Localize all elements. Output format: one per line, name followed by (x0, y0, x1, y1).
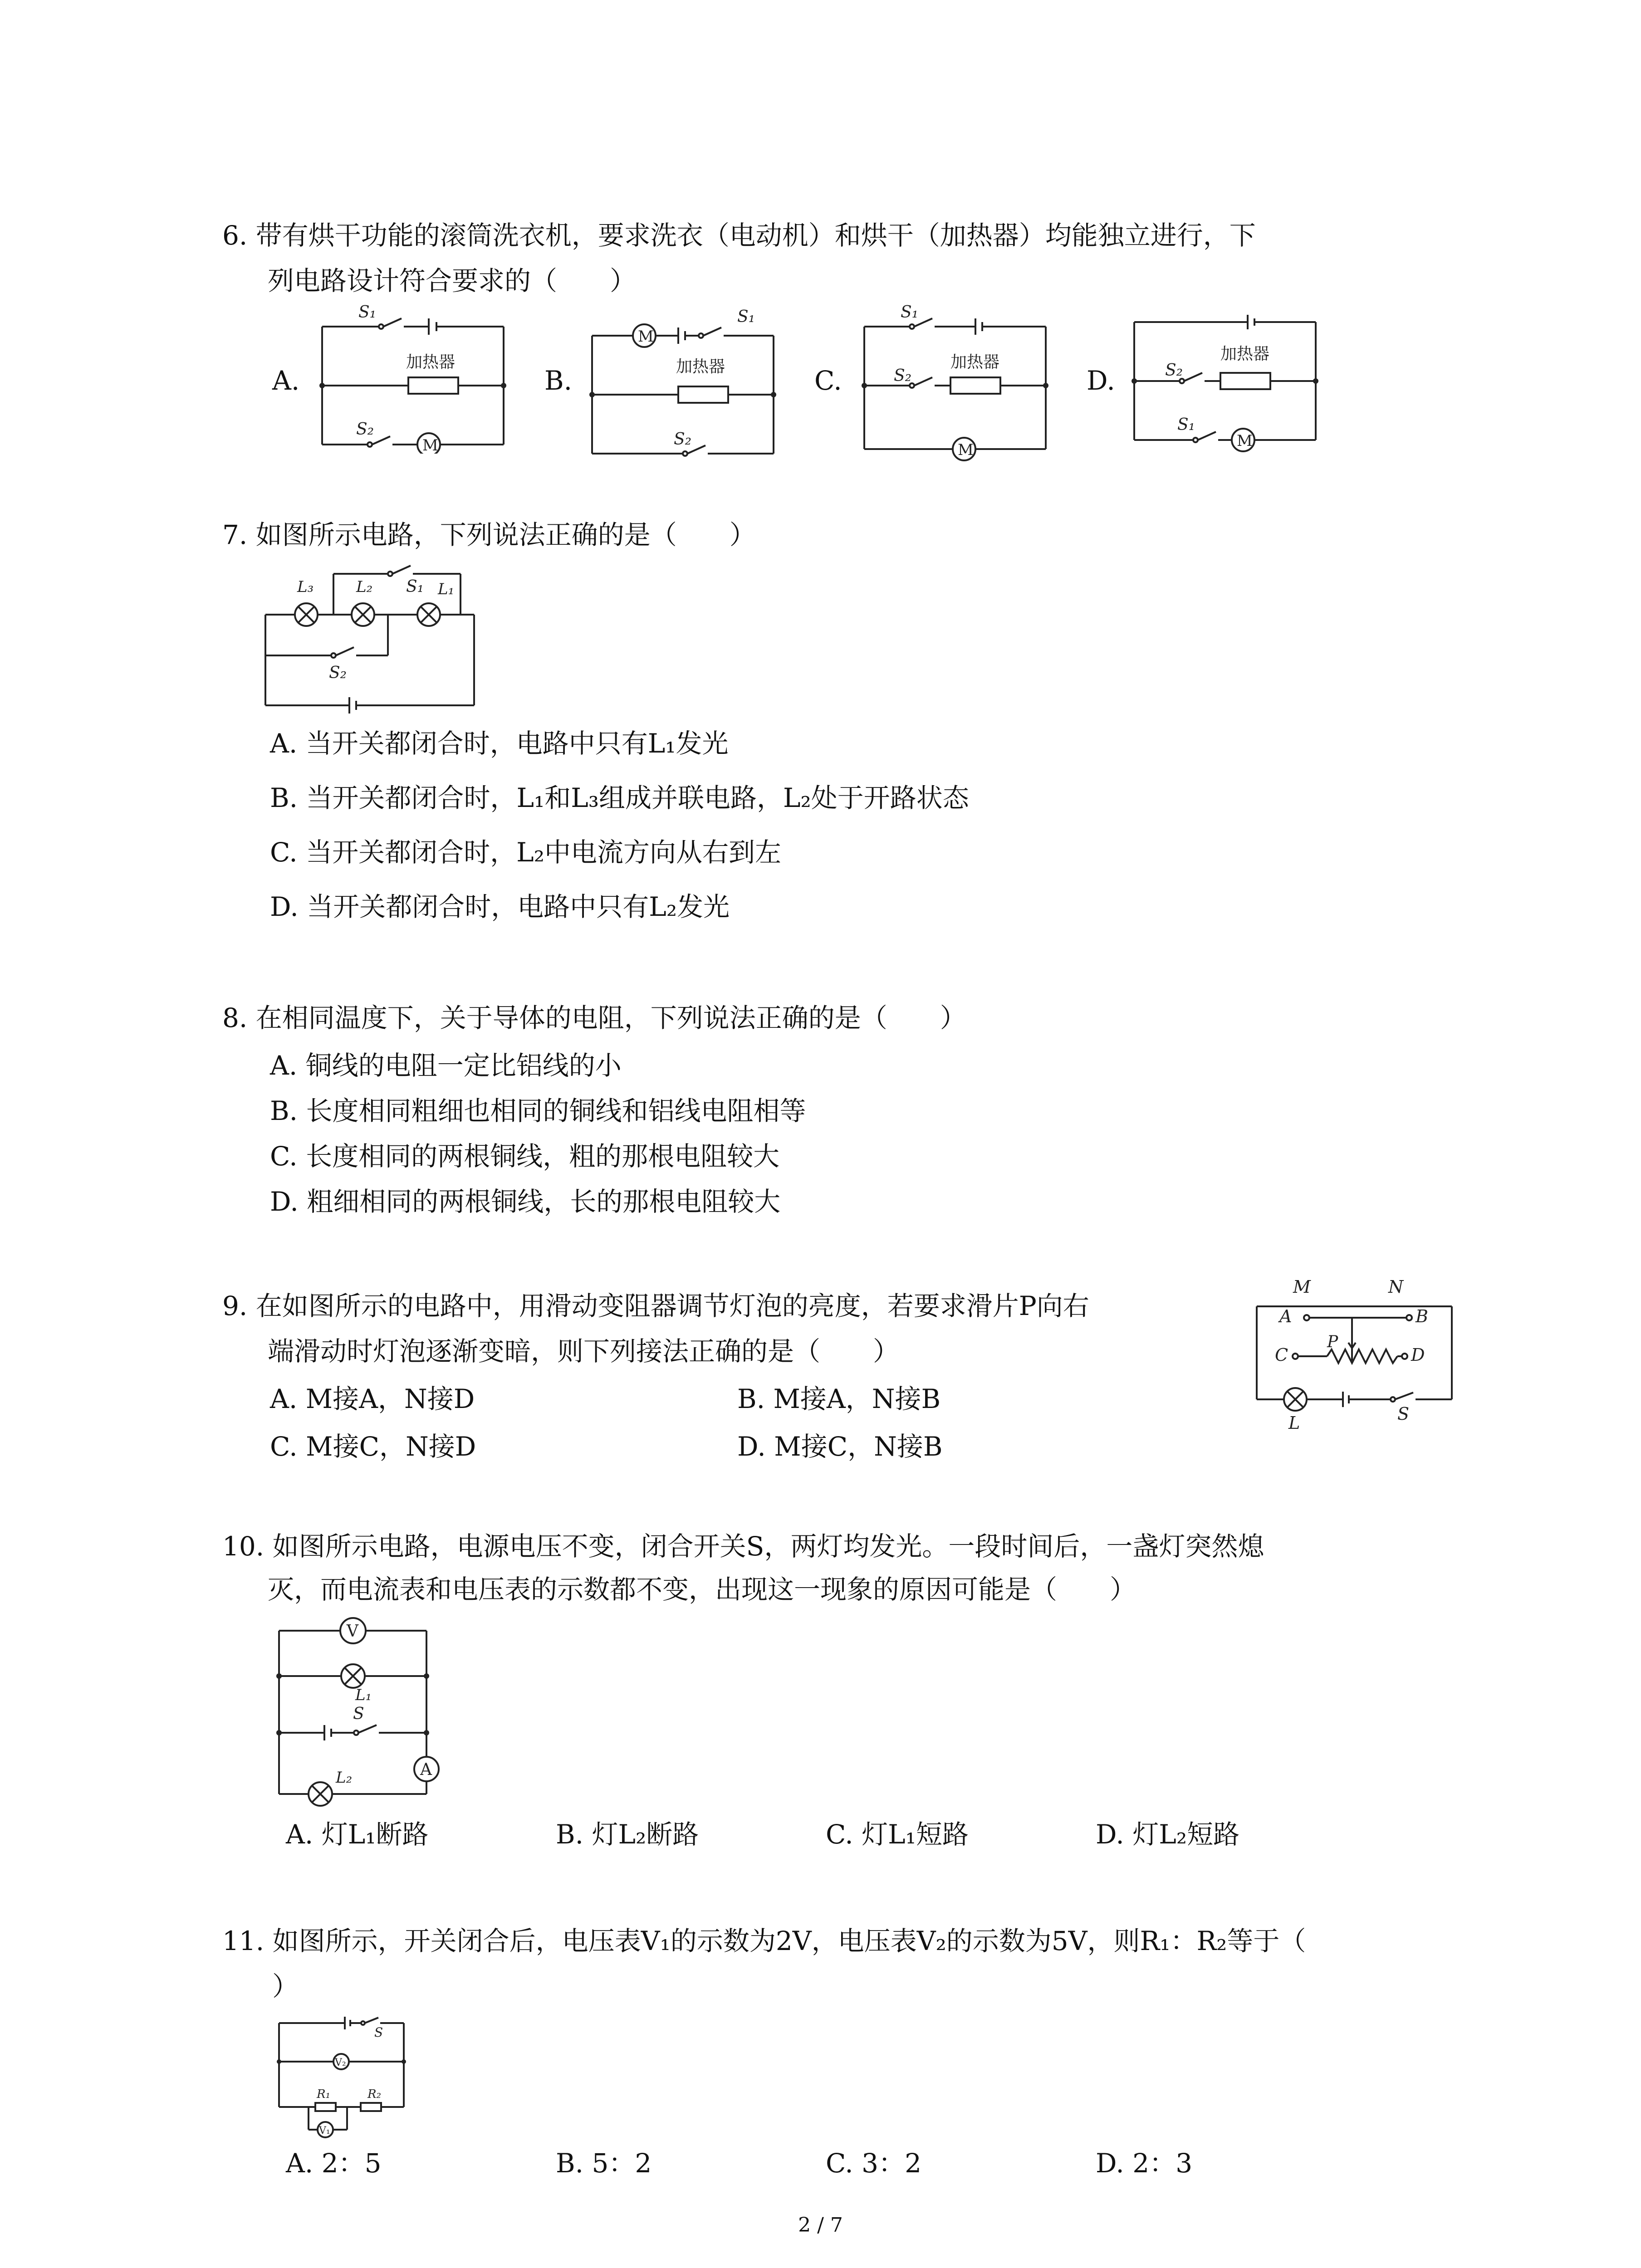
svg-text:R₁: R₁ (317, 2087, 330, 2101)
svg-text:V: V (347, 1622, 358, 1641)
q6-circuit-c (860, 299, 1059, 463)
q9-option-a: A. M接A，N接D (270, 1383, 475, 1414)
q11-circuit (272, 2009, 417, 2141)
svg-text:A: A (1279, 1306, 1292, 1326)
svg-text:L₃: L₃ (297, 578, 314, 596)
svg-text:V₁: V₁ (319, 2125, 330, 2136)
svg-text:S₁: S₁ (901, 303, 919, 322)
q6a-s1-label: S₁ (358, 303, 377, 322)
svg-text:S₂: S₂ (1165, 361, 1183, 380)
svg-text:加热器: 加热器 (950, 353, 1000, 371)
q9-option-c: C. M接C，N接D (270, 1431, 476, 1462)
svg-text:R₂: R₂ (367, 2087, 381, 2101)
svg-text:S₁: S₁ (406, 577, 424, 596)
svg-text:M: M (638, 327, 654, 346)
q10-option-d: D. 灯L₂短路 (1096, 1819, 1240, 1850)
q8-stem: 8. 在相同温度下，关于导体的电阻，下列说法正确的是（ ） (222, 1002, 966, 1033)
q11-option-b: B. 5：2 (556, 2148, 652, 2179)
svg-text:L₂: L₂ (356, 578, 373, 596)
q10-option-a: A. 灯L₁断路 (286, 1819, 429, 1850)
q7-option-c: C. 当开关都闭合时，L₂中电流方向从右到左 (270, 837, 781, 868)
svg-text:B: B (1416, 1306, 1428, 1326)
q6-option-c-label: C. (814, 365, 842, 396)
q6-option-d-label: D. (1087, 365, 1115, 396)
q6a-heater-label: 加热器 (406, 353, 456, 371)
svg-text:N: N (1388, 1277, 1404, 1297)
q10-circuit (272, 1613, 445, 1812)
q6-stem-line2: 列电路设计符合要求的（ ） (268, 265, 637, 296)
svg-text:S₂: S₂ (674, 430, 692, 449)
svg-text:L₁: L₁ (355, 1686, 372, 1704)
svg-text:P: P (1327, 1333, 1338, 1351)
q7-stem: 7. 如图所示电路，下列说法正确的是（ ） (222, 519, 756, 550)
svg-text:L₁: L₁ (438, 580, 455, 598)
q7-option-b: B. 当开关都闭合时，L₁和L₃组成并联电路，L₂处于开路状态 (270, 782, 969, 813)
svg-text:M: M (1237, 432, 1253, 450)
q9-circuit (1252, 1270, 1461, 1452)
q6-circuit-d (1130, 313, 1329, 454)
q8-option-c: C. 长度相同的两根铜线，粗的那根电阻较大 (270, 1141, 780, 1172)
svg-text:加热器: 加热器 (1220, 345, 1270, 363)
svg-text:S₁: S₁ (737, 308, 755, 326)
q11-option-c: C. 3：2 (826, 2148, 921, 2179)
q8-option-b: B. 长度相同粗细也相同的铜线和铝线电阻相等 (270, 1095, 806, 1126)
q11-stem-line1: 11. 如图所示，开关闭合后，电压表V₁的示数为2V，电压表V₂的示数为5V，则R₁：R₂等于（ (222, 1926, 1306, 1956)
q11-stem-line2: ） (272, 1971, 299, 2002)
q6-circuit-b (588, 299, 787, 463)
svg-text:S₂: S₂ (329, 664, 347, 682)
q9-option-d: D. M接C，N接B (737, 1431, 943, 1462)
svg-text:S₂: S₂ (894, 367, 912, 385)
svg-text:M: M (958, 441, 974, 459)
q10-stem-line1: 10. 如图所示电路，电源电压不变，闭合开关S，两灯均发光。一段时间后，一盏灯突然熄 (222, 1531, 1264, 1562)
svg-text:D: D (1411, 1345, 1425, 1365)
svg-text:L: L (1288, 1413, 1300, 1433)
q8-option-d: D. 粗细相同的两根铜线，长的那根电阻较大 (270, 1186, 781, 1217)
svg-text:S: S (374, 2025, 383, 2040)
q6-option-a-label: A. (272, 365, 300, 396)
q6a-motor: M (422, 436, 438, 454)
q11-option-a: A. 2：5 (286, 2148, 382, 2179)
svg-text:M: M (1293, 1277, 1311, 1297)
q7-option-d: D. 当开关都闭合时，电路中只有L₂发光 (270, 891, 730, 922)
svg-text:V₂: V₂ (335, 2057, 346, 2068)
q7-circuit (261, 556, 488, 719)
q6-circuit-a (318, 299, 517, 454)
svg-text:A: A (420, 1760, 432, 1779)
svg-text:L₂: L₂ (336, 1769, 353, 1787)
q8-option-a: A. 铜线的电阻一定比铝线的小 (270, 1050, 622, 1081)
svg-text:S₁: S₁ (1177, 415, 1195, 434)
svg-text:C: C (1275, 1345, 1288, 1365)
svg-text:加热器: 加热器 (676, 357, 725, 376)
q11-option-d: D. 2：3 (1096, 2148, 1193, 2179)
svg-text:S: S (1397, 1404, 1410, 1424)
q9-option-b: B. M接A，N接B (737, 1383, 941, 1414)
svg-text:S: S (353, 1705, 364, 1723)
q10-stem-line2: 灭，而电流表和电压表的示数都不变，出现这一现象的原因可能是（ ） (268, 1574, 1136, 1605)
q10-option-c: C. 灯L₁短路 (826, 1819, 969, 1850)
q6-stem-line1: 6. 带有烘干功能的滚筒洗衣机，要求洗衣（电动机）和烘干（加热器）均能独立进行，下 (222, 220, 1256, 251)
page-number: 2 / 7 (798, 2214, 843, 2237)
q7-option-a: A. 当开关都闭合时，电路中只有L₁发光 (270, 728, 729, 759)
q6-option-b-label: B. (544, 365, 573, 396)
q9-stem-line2: 端滑动时灯泡逐渐变暗，则下列接法正确的是（ ） (268, 1336, 900, 1367)
q9-stem-line1: 9. 在如图所示的电路中，用滑动变阻器调节灯泡的亮度，若要求滑片P向右 (222, 1290, 1089, 1321)
q10-option-b: B. 灯L₂断路 (556, 1819, 699, 1850)
svg-text:S₂: S₂ (356, 420, 374, 439)
